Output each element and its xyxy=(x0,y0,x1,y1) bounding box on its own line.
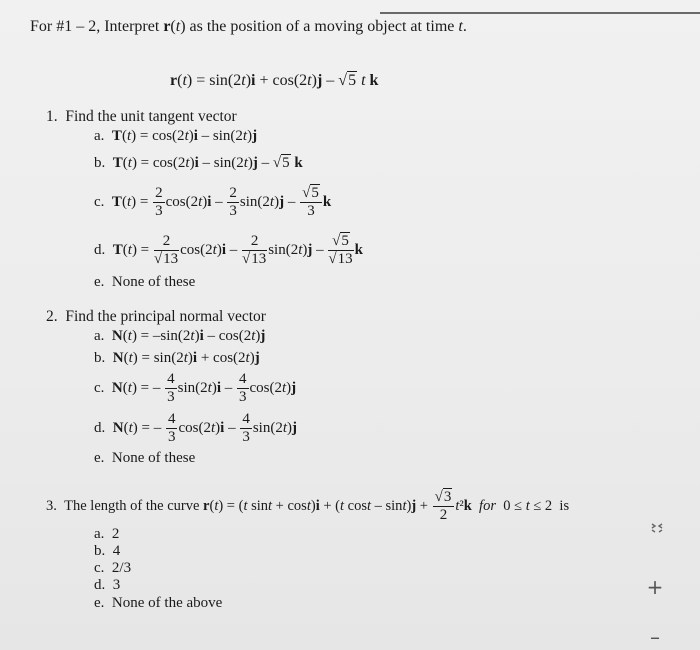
q3-option-e: e. None of the above xyxy=(94,595,223,611)
q1-option-a: a. T(t) = cos(2t)i – sin(2t)j xyxy=(94,128,258,144)
top-rule xyxy=(380,12,700,14)
q2-option-b: b. N(t) = sin(2t)i + cos(2t)j xyxy=(94,350,260,366)
q1-option-d: d. T(t) = $\frac{2}{√13}$ cos(2t)i – $\frac{2}{√13}$ sin(2t)j – $\frac{√5}{√13}$ k xyxy=(94,233,363,267)
q2-option-e: e. None of these xyxy=(94,450,196,466)
q2-option-c: c. N(t) = – $\frac{4}{3}$ sin(2t)i – $\frac{4}{3}$ cos(2t)j xyxy=(94,371,297,405)
q1-option-b: b. T(t) = cos(2t)i – sin(2t)j – √5 k xyxy=(94,155,303,171)
zoom-out-icon[interactable]: – xyxy=(650,625,660,649)
question-3: 3. The length of the curve r(t) = (t sint + cost)i + (t cost – sint)j + $\frac{√3}{2}$ t²k for 0 ≤ t ≤ 2 is xyxy=(46,489,570,523)
question-1: 1. Find the unit tangent vector xyxy=(46,108,237,125)
collapse-icon[interactable] xyxy=(646,520,668,542)
q1-option-c: c. T(t) = $\frac{2}{3}$ cos(2t)i – $\frac{2}{3}$ sin(2t)j – $\frac{√5}{3}$ k xyxy=(94,185,332,219)
q2-option-a: a. N(t) = –sin(2t)i – cos(2t)j xyxy=(94,328,266,344)
q3-option-a: a. 2 xyxy=(94,526,120,542)
zoom-in-icon[interactable]: + xyxy=(646,575,664,599)
q3-option-d: d. 3 xyxy=(94,577,121,593)
position-formula: r(t) = sin(2t)i + cos(2t)j – √5 t k xyxy=(170,72,379,89)
q2-option-d: d. N(t) = – $\frac{4}{3}$ cos(2t)i – $\frac{4}{3}$ sin(2t)j xyxy=(94,411,297,445)
q3-option-c: c. 2/3 xyxy=(94,560,132,576)
question-2: 2. Find the principal normal vector xyxy=(46,308,266,325)
q1-option-e: e. None of these xyxy=(94,274,196,290)
intro-text: For #1 – 2, Interpret r(t) as the position of a moving object at time t. xyxy=(30,18,467,35)
q3-option-b: b. 4 xyxy=(94,543,121,559)
